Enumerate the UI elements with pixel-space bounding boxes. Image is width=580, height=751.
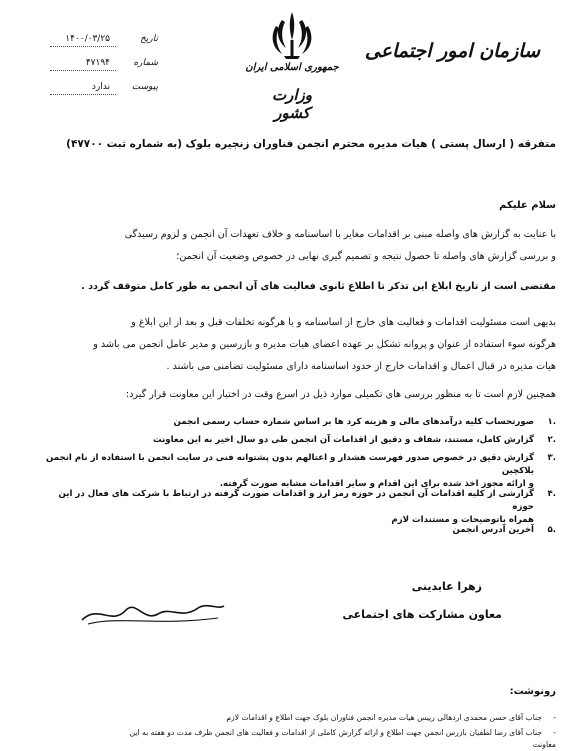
paragraph-2-line-1: بدیهی است مسئولیت اقدامات و فعالیت های خارج از اساسنامه و یا هرگونه تخلفات قبل و بعد از این ابلاغ و — [131, 317, 556, 328]
paragraph-3: همچنین لازم است تا به منظور بررسی های تکمیلی موارد ذیل در اسرع وقت در اختیار این معاونت قرار گیرد: — [125, 389, 556, 400]
attachment-underline — [50, 94, 116, 95]
iran-emblem-icon — [268, 10, 316, 62]
paragraph-2-line-2: هرگونه سوء استفاده از عنوان و پروانه تشکل بر عهده اعضای هیات مدیره و بازرسین و مدیر عامل انجمن می باشد و — [93, 339, 556, 350]
list-item — [36, 488, 556, 527]
list-item — [36, 416, 556, 429]
list-item — [36, 434, 556, 447]
list-item-text: آخرین آدرس انجمن — [452, 525, 534, 535]
paragraph-1-line-1: با عنایت به گزارش های واصله مبنی بر اقدامات مغایر با اساسنامه و خلاف تعهدات آن انجمن و لزوم رسیدگی — [124, 229, 556, 240]
list-item-number: .۲ — [547, 435, 556, 445]
paragraph-1-line-2: و بررسی گزارش های واصله تا حصول نتیجه و تصمیم گیری نهایی در خصوص وضعیت آن انجمن؛ — [176, 251, 556, 262]
signatory-name: زهرا عابدینی — [411, 580, 482, 593]
copies-heading: رونوشت: — [509, 686, 556, 697]
copy-entry-text: معاونت — [532, 740, 556, 749]
list-item — [36, 452, 556, 491]
signatory-title: معاون مشارکت های اجتماعی — [342, 608, 502, 621]
copy-entry-dash: - — [553, 713, 556, 722]
attachment-label: پیوست — [131, 82, 158, 92]
list-item-text: همراه باتوضیحات و مستندات لازم — [391, 515, 534, 525]
greeting: سلام علیکم — [499, 200, 556, 211]
handwritten-signature-icon — [78, 596, 228, 630]
republic-label: جمهوری اسلامی ایران — [245, 62, 339, 73]
attachment-value: ندارد — [91, 82, 110, 92]
organization-name: سازمان امور اجتماعی — [364, 40, 540, 62]
copy-entry-text: جناب آقای رضا لطفیان بازرس انجمن جهت اطلاع و ارائه گزارش کاملی از اقدامات و فعالیت های انجمن ظرف مدت دو هفته به این — [129, 728, 542, 737]
date-label: تاریخ — [140, 34, 158, 44]
copy-entry — [26, 727, 556, 739]
letter-subject: متفرقه ( ارسال پستی ) هیات مدیره محترم انجمن فناوران زنجیره بلوک (به شماره ثبت ۴۷۷۰۰) — [66, 138, 556, 150]
list-item-text: صورتحساب کلیه درآمدهای مالی و هزینه کرد ها بر اساس شماره حساب رسمی انجمن — [173, 417, 534, 427]
list-item-number: .۱ — [547, 417, 556, 427]
copy-entry-dash: - — [553, 728, 556, 737]
number-value: ۴۷۱۹۴ — [85, 58, 110, 68]
decision-statement: مقتضی است از تاریخ ابلاغ این تذکر تا اطلاع ثانوی فعالیت های آن انجمن به طور کامل متوقف گردد . — [81, 281, 556, 292]
ministry-name: وزارت کشور — [271, 86, 313, 122]
list-item-text: گزارش کامل، مستند، شفاف و دقیق از اقدامات آن انجمن طی دو سال اخیر به این معاونت — [152, 435, 534, 445]
date-underline — [50, 46, 116, 47]
list-item-number: .۳ — [547, 453, 556, 463]
list-item-text: گزارش دقیق در خصوص صدور فهرست هشدار و اعتالهم بدون پشتوانه فنی در سایت انجمن با استفاده از نام انجمن بلاکچین — [46, 453, 534, 476]
copy-entry-continuation — [40, 739, 570, 751]
list-item-number: .۴ — [547, 489, 556, 499]
number-underline — [50, 70, 116, 71]
number-label: شماره — [133, 58, 158, 68]
list-item-text: گزارشی از کلیه اقدامات آن انجمن در حوزه رمز ارز و اقدامات صورت گرفته در ارتباط با شرکت های فعال در این حوزه — [58, 489, 534, 512]
copy-entry-text: جناب آقای حسن محمدی اردهالی رییس هیات مدیره انجمن فناوران بلوک جهت اطلاع و اقدامات لازم — [226, 713, 542, 722]
list-item-text: و ارائه مجوز اخذ شده برای این اقدام و سایر اقدامات مشابه صورت گرفته. — [219, 479, 534, 489]
copy-entry — [26, 712, 556, 724]
date-value: ۱۴۰۰/۰۳/۲۵ — [65, 34, 110, 44]
list-item-number: .۵ — [547, 525, 556, 535]
list-item — [36, 524, 556, 537]
paragraph-2-line-3: هیات مدیره در قبال اعمال و اقدامات خارج از حدود اساسنامه دارای مسئولیت تضامنی می باشند . — [166, 361, 556, 372]
